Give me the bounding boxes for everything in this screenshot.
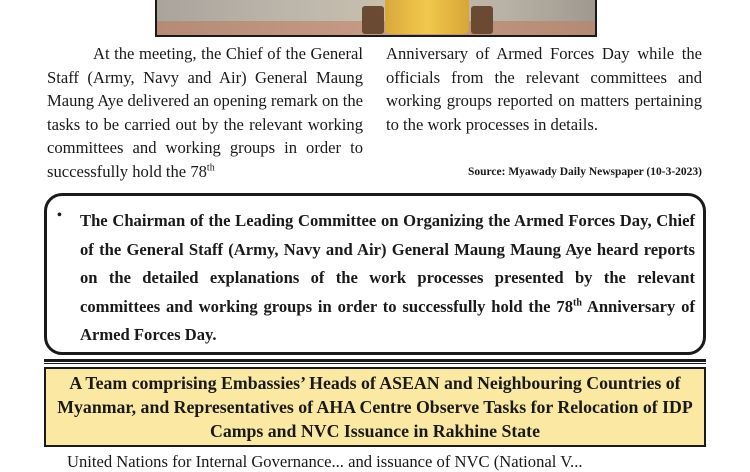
next-article-text: United Nations for Internal Governance... and issuance of NVC (National V... — [67, 452, 583, 471]
divider-thick — [44, 359, 706, 362]
highlight-text — [80, 207, 695, 350]
highlight-text-main: The Chairman of the Leading Committee on Organizing the Armed Forces Day, Chief of the General Staff (Army, Navy and Air) General Maung Maung Aye heard reports on the detailed explanations of the work processes presented by the relevant committees and working groups in order to successfully hold the 78 — [80, 211, 695, 316]
photo-table-cloth — [385, 0, 469, 34]
highlight-box — [44, 193, 706, 355]
article-paragraph-left — [47, 42, 363, 183]
article-column-left — [47, 42, 363, 183]
article-column-right — [386, 42, 702, 136]
article-paragraph-right: Anniversary of Armed Forces Day while the officials from the relevant committees and working groups reported on matters pertaining to the work processes in details. — [386, 44, 702, 134]
bullet-icon: • — [57, 208, 62, 223]
meeting-photo — [155, 0, 597, 37]
article-headline: A Team comprising Embassies’ Heads of ASEAN and Neighbouring Countries of Myanmar, and Representatives of AHA Centre Observe Tasks for Relocation of IDP Camps and NVC Issuance in Rakhine State — [44, 367, 706, 447]
source-citation: Source: Myawady Daily Newspaper (10-3-2023) — [467, 166, 702, 178]
photo-chair-right — [471, 6, 493, 34]
superscript-th: th — [206, 161, 215, 173]
divider-thin — [44, 363, 706, 364]
highlight-text-end: Anniversary of Armed Forces Day. — [80, 296, 696, 344]
photo-chair-left — [362, 6, 384, 34]
paragraph-text: At the meeting, the Chief of the General Staff (Army, Navy and Air) General Maung Maung Aye delivered an opening remark on the tasks to be carried out by the relevant working committees and working groups in order to successfully hold the 78 — [47, 44, 363, 181]
superscript-th: th — [573, 296, 582, 308]
